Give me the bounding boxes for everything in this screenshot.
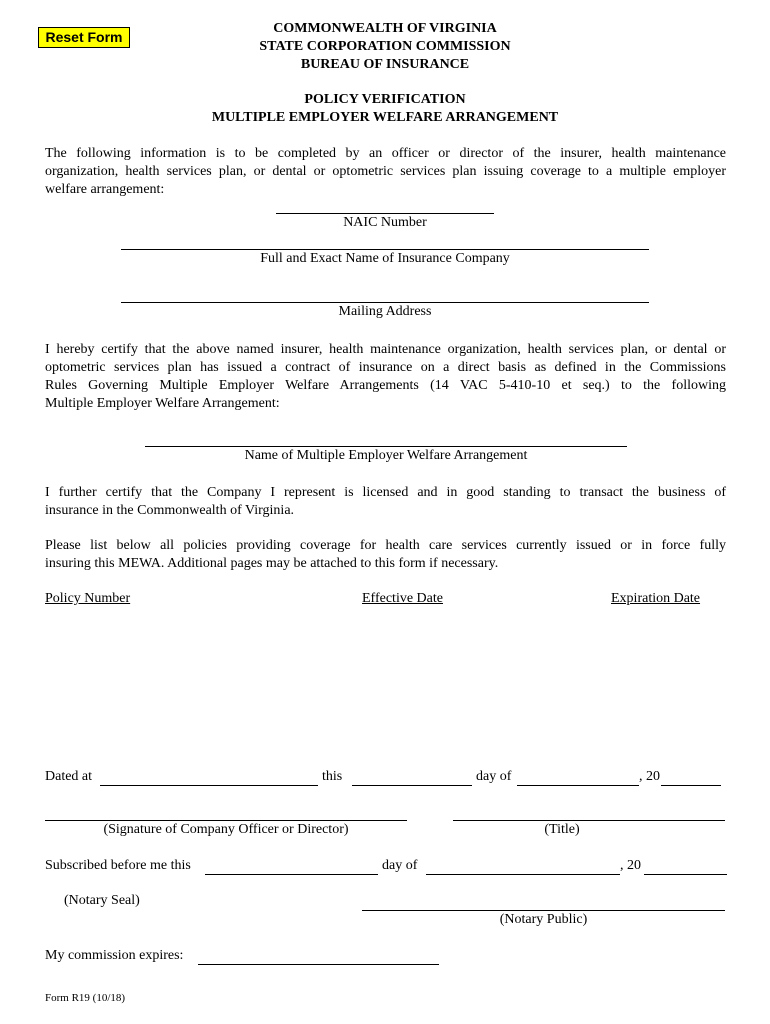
header-line-3: BUREAU OF INSURANCE — [300, 57, 470, 72]
mewa-name-label: Name of Multiple Employer Welfare Arrangement — [244, 448, 528, 463]
agency-header — [185, 20, 585, 74]
form-title-line-2: MULTIPLE EMPLOYER WELFARE ARRANGEMENT — [211, 110, 559, 125]
please-line: insuring this MEWA. Additional pages may be attached to this form if necessary. — [45, 556, 499, 571]
form-title — [135, 91, 635, 127]
form-id: Form R19 (10/18) — [45, 992, 126, 1004]
subscribed-year-input-line[interactable] — [644, 874, 727, 875]
notary-seal-label: (Notary Seal) — [64, 893, 140, 908]
notary-public-label: (Notary Public) — [499, 912, 588, 927]
officer-signature-label: (Signature of Company Officer or Director) — [103, 822, 349, 837]
policy-number-column-header: Policy Number — [45, 591, 131, 606]
mailing-address-label: Mailing Address — [338, 304, 432, 319]
company-name-input-line[interactable] — [121, 249, 649, 250]
naic-number-input-line[interactable] — [276, 213, 494, 214]
certify-line: Rules Governing Multiple Employer Welfare Arrangements (14 VAC 5-410-10 et seq.) to the following — [45, 378, 726, 393]
subscribed-year-label: , 20 — [620, 858, 641, 873]
officer-title-label: (Title) — [544, 822, 580, 837]
certify-paragraph — [45, 341, 726, 413]
further-line: insurance in the Commonwealth of Virginia. — [45, 503, 295, 518]
intro-line: organization, health services plan, or dental or optometric services plan issuing coverage to a multiple employer — [45, 164, 726, 179]
intro-line: welfare arrangement: — [45, 182, 165, 197]
dated-year-input-line[interactable] — [661, 785, 721, 786]
dated-year-label: , 20 — [639, 769, 660, 784]
further-line: I further certify that the Company I represent is licensed and in good standing to transact the business of — [45, 485, 726, 500]
effective-date-column-header: Effective Date — [362, 591, 443, 606]
officer-title-input-line[interactable] — [453, 820, 725, 821]
commission-expires-label: My commission expires: — [45, 948, 184, 963]
naic-number-label: NAIC Number — [343, 215, 427, 230]
form-title-line-1: POLICY VERIFICATION — [304, 92, 466, 107]
intro-paragraph — [45, 145, 726, 199]
mailing-address-input-line[interactable] — [121, 302, 649, 303]
commission-expires-input-line[interactable] — [198, 964, 439, 965]
subscribed-label: Subscribed before me this — [45, 858, 191, 873]
reset-form-button[interactable]: Reset Form — [38, 27, 130, 48]
certify-line: Multiple Employer Welfare Arrangement: — [45, 396, 280, 411]
subscribed-day-input-line[interactable] — [205, 874, 378, 875]
dated-day-of-label: day of — [476, 769, 512, 784]
further-certify-paragraph — [45, 484, 726, 520]
dated-day-input-line[interactable] — [352, 785, 472, 786]
expiration-date-column-header: Expiration Date — [611, 591, 701, 606]
dated-this-label: this — [322, 769, 343, 784]
subscribed-month-input-line[interactable] — [426, 874, 620, 875]
mewa-name-input-line[interactable] — [145, 446, 627, 447]
dated-month-input-line[interactable] — [517, 785, 639, 786]
please-line: Please list below all policies providing coverage for health care services currently issued or in force fully — [45, 538, 726, 553]
officer-signature-input-line[interactable] — [45, 820, 407, 821]
policy-list-paragraph — [45, 537, 726, 573]
dated-at-label: Dated at — [45, 769, 93, 784]
company-name-label: Full and Exact Name of Insurance Company — [260, 251, 510, 266]
notary-public-input-line[interactable] — [362, 910, 725, 911]
certify-line: optometric services plan has issued a contract of insurance on a direct basis as defined in the Commissions — [45, 360, 726, 375]
header-line-2: STATE CORPORATION COMMISSION — [259, 39, 511, 54]
dated-at-input-line[interactable] — [100, 785, 318, 786]
intro-line: The following information is to be completed by an officer or director of the insurer, health maintenance — [45, 146, 726, 161]
certify-line: I hereby certify that the above named insurer, health maintenance organization, health services plan, or dental or — [45, 342, 726, 357]
subscribed-day-of-label: day of — [382, 858, 418, 873]
header-line-1: COMMONWEALTH OF VIRGINIA — [273, 21, 497, 36]
